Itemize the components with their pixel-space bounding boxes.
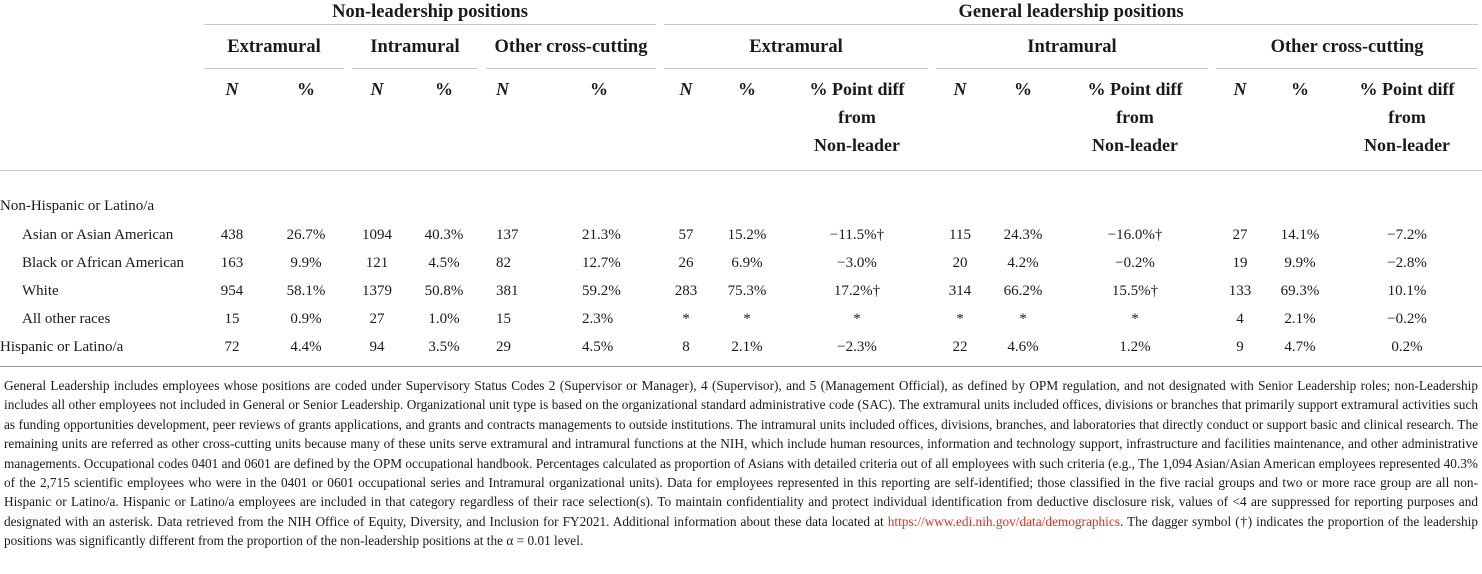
- table-row: [0, 221, 1482, 249]
- col-diff-line1: % Point diff: [1359, 79, 1455, 99]
- table-cell: 1094: [362, 226, 392, 243]
- table-cell: 9.9%: [290, 254, 322, 271]
- table-cell: 314: [948, 282, 972, 299]
- table-cell: 2.1%: [1284, 310, 1316, 327]
- table-footnote: [4, 376, 1478, 551]
- table-cell: 15.5%†: [1111, 282, 1159, 299]
- table-cell: 27: [1232, 226, 1248, 243]
- table-cell: 2.1%: [731, 338, 763, 355]
- table-cell: 75.3%: [727, 282, 767, 299]
- section-label: Non-Hispanic or Latino/a: [0, 197, 155, 214]
- col-pct: %: [540, 69, 660, 171]
- table-row: [0, 305, 1482, 333]
- table-body: [0, 221, 1482, 361]
- col-point-diff: [1058, 69, 1212, 171]
- table-cell: 2.3%: [582, 310, 614, 327]
- table-cell: 4.5%: [582, 338, 614, 355]
- table-cell: 8: [682, 338, 690, 355]
- col-n: N: [932, 69, 988, 171]
- table-cell: 15: [496, 310, 511, 327]
- subgroup-gl-other: Other cross-cutting: [1212, 25, 1482, 69]
- table-cell: 137: [496, 226, 519, 243]
- table-cell: −0.2%: [1115, 254, 1155, 271]
- col-diff-line2: from: [1116, 107, 1154, 127]
- table-cell: −2.3%: [837, 338, 877, 355]
- col-point-diff: [782, 69, 932, 171]
- table-cell: 26.7%: [286, 226, 326, 243]
- col-diff-line1: % Point diff: [1087, 79, 1183, 99]
- group-non-leadership: Non-leadership positions: [200, 0, 660, 25]
- table-row: [0, 249, 1482, 277]
- subgroup-gl-intramural: Intramural: [932, 25, 1212, 69]
- col-n: N: [200, 69, 264, 171]
- table-cell: 1.2%: [1119, 338, 1151, 355]
- table-cell: 17.2%†: [833, 282, 881, 299]
- col-n: N: [348, 69, 406, 171]
- subgroup-nl-other: Other cross-cutting: [482, 25, 660, 69]
- table-cell: 0.2%: [1391, 338, 1423, 355]
- table-cell: 1379: [362, 282, 392, 299]
- table-row: [0, 277, 1482, 305]
- row-label: White: [22, 282, 59, 299]
- group-header-row: [0, 0, 1482, 25]
- table-cell: 9.9%: [1284, 254, 1316, 271]
- subgroup-gl-extramural: Extramural: [660, 25, 932, 69]
- table-cell: 3.5%: [428, 338, 460, 355]
- col-n: N: [482, 69, 540, 171]
- table-cell: −0.2%: [1387, 310, 1427, 327]
- table-cell: *: [1019, 310, 1027, 327]
- table-cell: 59.2%: [582, 282, 621, 299]
- table-cell: *: [1131, 310, 1139, 327]
- table-cell: 40.3%: [424, 226, 464, 243]
- table-cell: −3.0%: [837, 254, 877, 271]
- row-label: Black or African American: [22, 254, 185, 271]
- table-cell: 21.3%: [582, 226, 621, 243]
- table-cell: 15.2%: [727, 226, 767, 243]
- section-row: [0, 191, 1482, 221]
- subgroup-nl-intramural: Intramural: [348, 25, 482, 69]
- col-n: N: [660, 69, 712, 171]
- table-cell: 50.8%: [424, 282, 464, 299]
- table-cell: *: [743, 310, 751, 327]
- footnote-text: General Leadership includes employees whose positions are coded under Supervisory Status Codes 2 (Supervisor or Manager), 4 (Supervisor), and 5 (Management Official), as defined by OPM regulation, and not designated with Senior Leadership roles; non-Leadership includes all other employees not included in General or Senior Leadership. Organizational unit type is based on the organizational standard administrative code (SAC). The extramural units included offices, divisions or branches that primarily support extramural activities such as funding opportunities development, peer reviews of grants applications, and grants and contracts managements to outside institutions. The intramural units included offices, divisions, branches, and laboratories that directly conduct or support basic and clinical research. The remaining units are referred as other cross-cutting units because many of these units serve extramural and intramural functions at the NIH, which include human resources, information and technology support, infrastructure and facilities maintenance, and other administrative managements. Occupational codes 0401 and 0601 are defined by the OPM occupational handbook. Percentages calculated as proportion of Asians with detailed criteria out of all employees with such criteria (e.g., The 1,094 Asian/Asian American employees represented 40.3% of the 2,715 scientific employees who were in the 0401 or 0601 occupational series and Intramural organizational units). Data for employees represented in this reporting are self-identified; those classified in the five racial groups and two or more race group are all non-Hispanic or Latino/a. Hispanic or Latino/a employees are included in that category regardless of their race selection(s). To maintain confidentiality and protect individual identification from deductive disclosure risk, values of <4 are suppressed for reporting purposes and designated with an asterisk. Data retrieved from the NIH Office of Equity, Diversity, and Inclusion for FY2021. Additional information about these data located at: [4, 378, 1478, 529]
- table-cell: 0.9%: [290, 310, 322, 327]
- table-cell: 12.7%: [582, 254, 621, 271]
- col-diff-line3: Non-leader: [1092, 135, 1178, 155]
- table-cell: 27: [369, 310, 385, 327]
- table-cell: 4.6%: [1007, 338, 1039, 355]
- col-n: N: [1212, 69, 1268, 171]
- table-cell: 57: [678, 226, 694, 243]
- col-pct: %: [712, 69, 782, 171]
- footnote-link[interactable]: https://www.edi.nih.gov/data/demographics: [887, 513, 1120, 529]
- table-cell: *: [956, 310, 964, 327]
- row-label: Asian or Asian American: [22, 226, 174, 243]
- column-header-row: [0, 69, 1482, 171]
- table-cell: 20: [952, 254, 968, 271]
- table-cell: 115: [949, 226, 971, 243]
- table-cell: 82: [496, 254, 511, 271]
- table-row: [0, 333, 1482, 361]
- table-cell: 22: [952, 338, 968, 355]
- col-diff-line1: % Point diff: [809, 79, 905, 99]
- col-point-diff: [1332, 69, 1482, 171]
- col-pct: %: [988, 69, 1058, 171]
- col-pct: %: [264, 69, 348, 171]
- group-general-leadership: General leadership positions: [660, 0, 1482, 25]
- footnote-text-end: . The dagger symbol (†) indicates the proportion of the leadership positions was significantly different from the proportion of the non-leadership positions at the α = 0.01 level.: [4, 513, 1478, 549]
- subgroup-nl-extramural: Extramural: [200, 25, 348, 69]
- row-label: All other races: [22, 310, 111, 327]
- table-cell: 10.1%: [1387, 282, 1427, 299]
- table-cell: 121: [365, 254, 389, 271]
- col-diff-line3: Non-leader: [1364, 135, 1451, 155]
- table-cell: 4.2%: [1007, 254, 1039, 271]
- table-cell: 283: [674, 282, 698, 299]
- table-cell: 24.3%: [1003, 226, 1043, 243]
- table-cell: 4.7%: [1284, 338, 1316, 355]
- table-cell: 66.2%: [1003, 282, 1043, 299]
- table-cell: 69.3%: [1280, 282, 1320, 299]
- table-cell: 29: [496, 338, 511, 355]
- subgroup-header-row: [0, 25, 1482, 69]
- table-cell: 94: [369, 338, 385, 355]
- table-cell: −2.8%: [1387, 254, 1427, 271]
- table-cell: −11.5%†: [829, 226, 885, 243]
- col-diff-line2: from: [1388, 107, 1426, 127]
- table-cell: 15: [224, 310, 240, 327]
- col-pct: %: [406, 69, 482, 171]
- table-cell: 954: [220, 282, 244, 299]
- table-cell: 14.1%: [1280, 226, 1320, 243]
- table-cell: 58.1%: [286, 282, 326, 299]
- table-cell: 4: [1236, 310, 1244, 327]
- table-cell: 4.5%: [428, 254, 460, 271]
- table-cell: 72: [224, 338, 240, 355]
- table-cell: *: [682, 310, 690, 327]
- table-cell: 133: [1228, 282, 1252, 299]
- table-cell: 26: [678, 254, 694, 271]
- col-diff-line2: from: [838, 107, 876, 127]
- table-cell: 4.4%: [290, 338, 322, 355]
- table-cell: *: [853, 310, 861, 327]
- table-cell: 163: [220, 254, 244, 271]
- footnote-divider: [0, 366, 1482, 367]
- col-pct: %: [1268, 69, 1332, 171]
- table-cell: 19: [1232, 254, 1248, 271]
- table-cell: −16.0%†: [1107, 226, 1163, 243]
- row-label: Hispanic or Latino/a: [0, 338, 124, 355]
- table-cell: 381: [496, 282, 519, 299]
- table-cell: 9: [1236, 338, 1244, 355]
- col-diff-line3: Non-leader: [814, 135, 900, 155]
- table-cell: 438: [220, 226, 244, 243]
- table-cell: −7.2%: [1387, 226, 1427, 243]
- table-cell: 6.9%: [731, 254, 763, 271]
- table-cell: 1.0%: [428, 310, 460, 327]
